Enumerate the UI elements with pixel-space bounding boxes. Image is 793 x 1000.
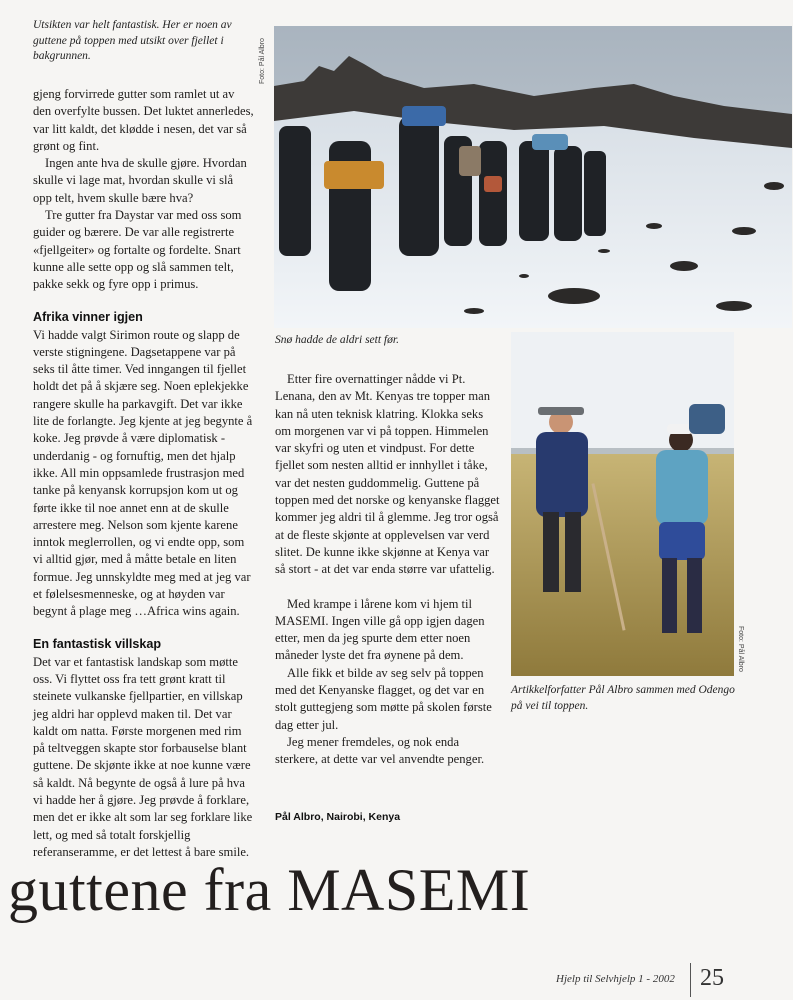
portrait-photo-credit: Foto: Pål Albro [737,626,744,672]
snow-caption: Snø hadde de aldri sett før. [275,334,399,346]
section-heading-villskap: En fantastisk villskap [33,636,162,651]
top-photo-credit: Foto: Pål Albro [259,38,266,84]
section-heading-afrika: Afrika vinner igjen [33,309,143,324]
col1-paragraph-4: Vi hadde valgt Sirimon route og slapp de verste stigningene. Dagsetappene var på seks til åtte timer. Ved inngangen til fjellet holdt det på å skjære seg. Noen eplekjekke rangere skulle ha parkavgift. Det var ikke lite de forlangte. Jeg kjente at jeg begynte å koke. Jeg prøvde å være diplomatisk - underdanig - og fornuftig, men det hjalp ikke. All min oppsamlede frustrasjon med tanke på kenyansk korrupsjon kom ut og førte ikke til noe annet enn at de skulle arrestere meg. Nelson som kjente karene inntok meglerrollen, og vi endte opp, som vi alltid gjør, med å måtte betale en liten formue. Jeg unnskyldte meg med at jeg var et følelsesmenneske, og at høyden var begynt å plage meg …Africa wins again. [33,327,253,619]
col1-paragraph-5: Det var et fantastisk landskap som møtte oss. Vi flyttet oss fra tett grønt kratt til steinete vulkanske fjellpartier, en villskap jeg aldri har opplevd maken til. Det var kaldt om natta. Første morgenen med rim på teltveggen skapte stor forbauselse blant guttene. De skjønte ikke at noe kunne være så kaldt. Nå begynte de også å lure på hva vi hadde her å gjøre. Jeg prøvde å forklare, men det er ikke alt som lar seg forklare like lett, og med så totalt forskjellig referanseramme, er det lettest å bare smile. [33,654,253,859]
column-2 [275,371,501,769]
portrait-illustration [511,332,734,676]
col2-paragraph-3: Alle fikk et bilde av seg selv på toppen med det Kenyanske flagget, og det var en stolt guttegjeng som møtte på skolen første dag etter jul. [275,665,492,732]
portrait-photo [511,332,734,676]
col2-paragraph-2: Med krampe i lårene kom vi hjem til MASEMI. Ingen ville gå opp igjen dagen etter, men da jeg spurte dem etter noen måneder lyste det fra øynene på dem. [275,596,485,663]
top-caption: Utsikten var helt fantastisk. Her er noen av guttene på toppen med utsikt over fjellet i bakgrunnen. [33,19,232,62]
col1-paragraph-1: gjeng forvirrede gutter som ramlet ut av den overfylte bussen. Det luktet annerledes, var litt kaldt, det klødde i nesen, det var så grønt og fint. [33,87,254,153]
magazine-footer: Hjelp til Selvhjelp 1 - 2002 [556,973,675,985]
column-1 [33,86,255,861]
snow-hikers-illustration [274,26,792,328]
portrait-caption: Artikkelforfatter Pål Albro sammen med Odengo på vei til toppen. [511,684,735,712]
col1-paragraph-3: Tre gutter fra Daystar var med oss som guider og bærere. De var alle registrerte «fjellgeiter» og fortalte og fordelte. Snart kunne alle sette opp og slå sammen telt, pakke sekk og fyre opp i primus. [33,208,242,292]
col2-paragraph-1: Etter fire overnattinger nådde vi Pt. Lenana, den av Mt. Kenyas tre topper man kan nå uten teknisk klatring. Klokka seks om morgenen var vi på toppen. Himmelen var skyfri og uten et vindpust. For dette fjellet som nesten alltid er innhyllet i tåke, var det nesten guddommelig. Guttene på toppen med det norske og kenyanske flagget kommer jeg aldri til å glemme. Jeg tror også at de fleste skjønte at opplevelsen var verd slitet. De kunne ikke skjønne at Kenya var så stort - at det var enda større var ufattelig. [275,372,500,577]
footer-divider [690,963,691,997]
article-title: guttene fra MASEMI [8,857,531,923]
page-number: 25 [700,965,724,991]
author-byline: Pål Albro, Nairobi, Kenya [275,811,401,823]
col2-paragraph-4: Jeg mener fremdeles, og nok enda sterkere, at dette var vel anvendte penger. [275,734,485,767]
col1-paragraph-2: Ingen ante hva de skulle gjøre. Hvordan skulle vi lage mat, hvordan skulle vi slå opp telt, hvem skulle bære hva? [33,156,247,205]
snow-hikers-photo [274,26,792,328]
